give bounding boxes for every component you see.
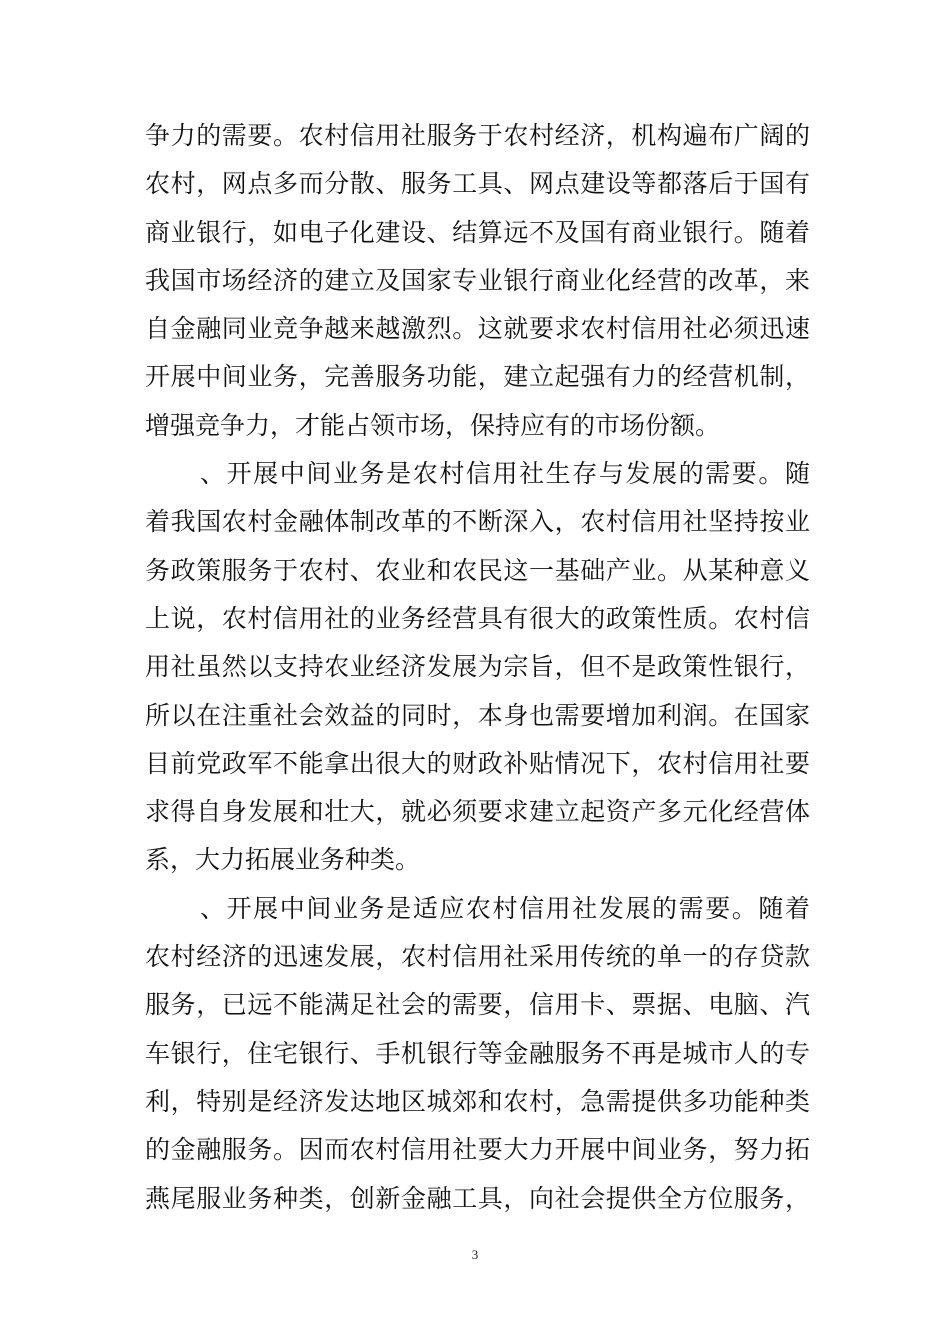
text-line: 开展中间业务，完善服务功能，建立起强有力的经营机制，	[145, 362, 810, 392]
body-text	[145, 112, 810, 1223]
paragraph-start-line: 、开展中间业务是农村信用社生存与发展的需要。随	[200, 459, 810, 489]
text-line: 上说，农村信用社的业务经营具有很大的政策性质。农村信	[145, 603, 810, 633]
page-number: 3	[471, 1247, 479, 1262]
text-line: 车银行，住宅银行、手机银行等金融服务不再是城市人的专	[145, 1038, 810, 1068]
text-line: 商业银行，如电子化建设、结算远不及国有商业银行。随着	[145, 217, 810, 247]
text-line: 用社虽然以支持农业经济发展为宗旨，但不是政策性银行，	[145, 652, 810, 682]
text-line: 的金融服务。因而农村信用社要大力开展中间业务，努力拓	[145, 1135, 810, 1165]
text-line: 目前党政军不能拿出很大的财政补贴情况下，农村信用社要	[145, 748, 810, 778]
text-line: 系，大力拓展业务种类。	[145, 845, 421, 875]
text-line: 争力的需要。农村信用社服务于农村经济，机构遍布广阔的	[145, 121, 810, 150]
text-line: 农村，网点多而分散、服务工具、网点建设等都落后于国有	[145, 169, 810, 199]
text-line: 增强竞争力，才能占领市场，保持应有的市场份额。	[145, 410, 721, 440]
text-line: 务政策服务于农村、农业和农民这一基础产业。从某种意义	[145, 555, 810, 585]
text-line: 我国市场经济的建立及国家专业银行商业化经营的改革，来	[145, 265, 810, 295]
text-line: 所以在注重社会效益的同时，本身也需要增加利润。在国家	[145, 700, 810, 730]
text-line: 着我国农村金融体制改革的不断深入，农村信用社坚持按业	[145, 507, 810, 537]
text-line: 农村经济的迅速发展，农村信用社采用传统的单一的存贷款	[145, 942, 810, 972]
text-line: 服务，已远不能满足社会的需要，信用卡、票据、电脑、汽	[145, 990, 810, 1020]
text-line: 燕尾服业务种类，创新金融工具，向社会提供全方位服务，	[145, 1183, 810, 1213]
text-line: 自金融同业竞争越来越激烈。这就要求农村信用社必须迅速	[145, 314, 810, 344]
text-line: 利，特别是经济发达地区城郊和农村，急需提供多功能种类	[145, 1086, 810, 1116]
paragraph-start-line: 、开展中间业务是适应农村信用社发展的需要。随着	[200, 893, 810, 923]
text-line: 求得自身发展和壮大，就必须要求建立起资产多元化经营体	[145, 797, 810, 827]
